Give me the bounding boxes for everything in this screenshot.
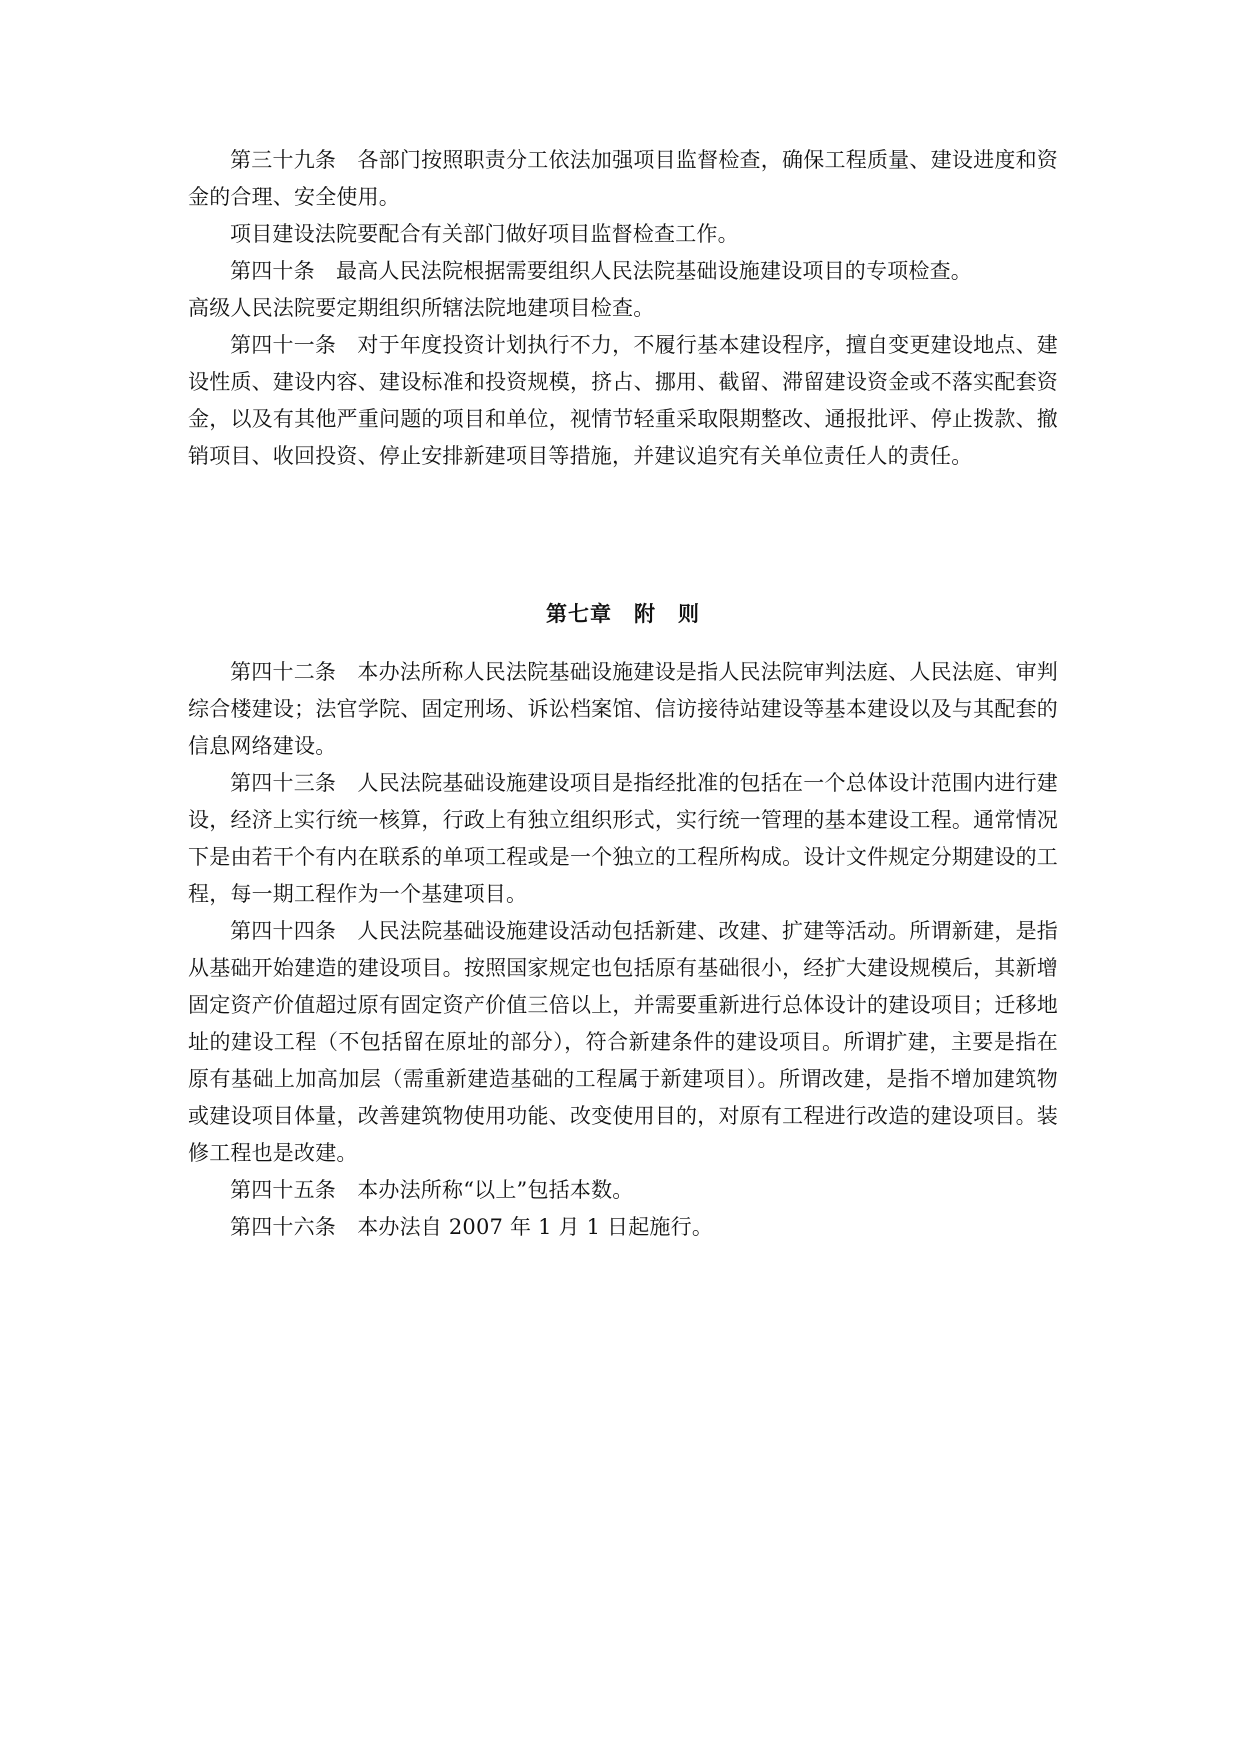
article-40: 第四十条 最高人民法院根据需要组织人民法院基础设施建设项目的专项检查。 — [230, 259, 972, 283]
article-46: 第四十六条 本办法自 2007 年 1 月 1 日起施行。 — [230, 1215, 714, 1239]
chapter-seven-heading: 第七章 附 则 — [546, 601, 700, 626]
heading-spacer — [188, 632, 1058, 654]
article-42: 第四十二条 本办法所称人民法院基础设施建设是指人民法院审判法庭、人民法庭、审判综合楼建设；法官学院、固定刑场、诉讼档案馆、信访接待站建设等基本建设以及与其配套的信息网络建设。 — [188, 660, 1058, 758]
article-44: 第四十四条 人民法院基础设施建设活动包括新建、改建、扩建等活动。所谓新建，是指从基础开始建造的建设项目。按照国家规定也包括原有基础很小，经扩大建设规模后，其新增固定资产价值超过原有固定资产价值三倍以上，并需要重新进行总体设计的建设项目；迁移地址的建设工程（不包括留在原址的部分），符合新建条件的建设项目。所谓扩建，主要是指在原有基础上加高加层（需重新建造基础的工程属于新建项目）。所谓改建，是指不增加建筑物或建设项目体量，改善建筑物使用功能、改变使用目的，对原有工程进行改造的建设项目。装修工程也是改建。 — [188, 919, 1058, 1165]
section-spacer — [188, 475, 1058, 595]
document-page — [188, 142, 1058, 1246]
article-39: 第三十九条 各部门按照职责分工依法加强项目监督检查，确保工程质量、建设进度和资金的合理、安全使用。 — [188, 148, 1058, 209]
article-45: 第四十五条 本办法所称“以上”包括本数。 — [230, 1178, 634, 1202]
article-43: 第四十三条 人民法院基础设施建设项目是指经批准的包括在一个总体设计范围内进行建设，经济上实行统一核算，行政上有独立组织形式，实行统一管理的基本建设工程。通常情况下是由若干个有内在联系的单项工程或是一个独立的工程所构成。设计文件规定分期建设的工程，每一期工程作为一个基建项目。 — [188, 771, 1058, 906]
article-41: 第四十一条 对于年度投资计划执行不力，不履行基本建设程序，擅自变更建设地点、建设性质、建设内容、建设标准和投资规模，挤占、挪用、截留、滞留建设资金或不落实配套资金，以及有其他严重问题的项目和单位，视情节轻重采取限期整改、通报批评、停止拨款、撤销项目、收回投资、停止安排新建项目等措施，并建议追究有关单位责任人的责任。 — [188, 333, 1058, 468]
article-40-paragraph-2: 高级人民法院要定期组织所辖法院地建项目检查。 — [188, 296, 655, 320]
article-39-paragraph-2: 项目建设法院要配合有关部门做好项目监督检查工作。 — [230, 222, 739, 246]
